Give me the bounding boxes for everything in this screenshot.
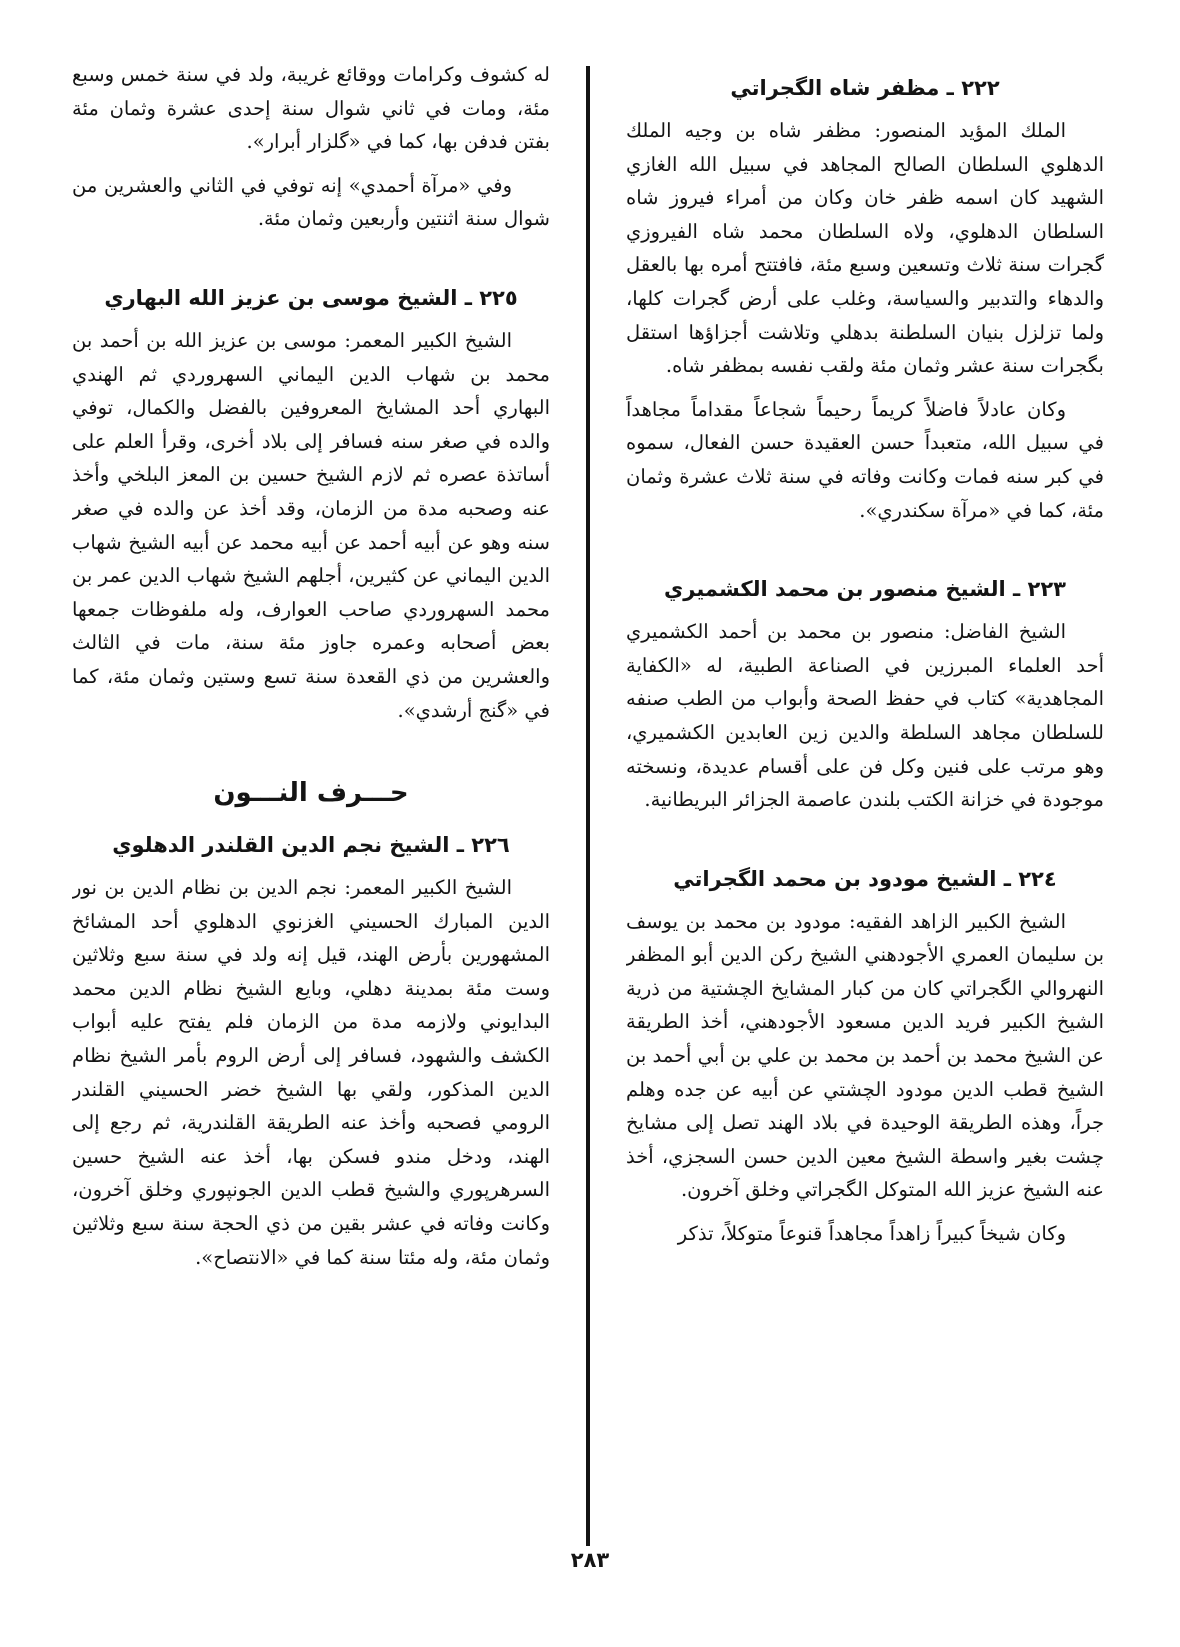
page-number: ٢٨٣	[570, 1548, 610, 1572]
entry-224-paragraph-1: الشيخ الكبير الزاهد الفقيه: مودود بن محمد بن يوسف بن سليمان العمري الأجودهني الشيخ ركن الدين أبو المظفر النهروالي الگجراتي كان من كبار المشايخ الچشتية من ذرية الشيخ الكبير فريد الدين مسعود الأجودهني، أخذ الطريقة عن الشيخ محمد بن أحمد بن محمد بن علي بن أبي أحمد بن الشيخ قطب الدين مودود الچشتي عن أبيه عن جده وهلم جراً، وهذه الطريقة الوحيدة في بلاد الهند تصل إلى مشايخ چشت بغير واسطة الشيخ معين الدين حسن السجزي، أخذ عنه الشيخ عزيز الله المتوكل الگجراتي وخلق آخرون.	[626, 909, 1104, 1202]
entry-222-paragraph-2: وكان عادلاً فاضلاً كريماً رحيماً شجاعاً مقداماً مجاهداً في سبيل الله، متعبداً حسن العقيدة حسن الفعال، سموه في كبر سنه فمات وكانت وفاته في سنة ثلاث عشرة وثمان مئة، كما في «مرآة سكندري».	[626, 397, 1104, 522]
entry-226-title: ٢٢٦ ـ الشيخ نجم الدين القلندر الدهلوي	[112, 833, 510, 858]
entry-222-paragraph-1: الملك المؤيد المنصور: مظفر شاه بن وجيه الملك الدهلوي السلطان الصالح المجاهد في سبيل الله الغازي الشهيد كان اسمه ظفر خان وكان من أمراء فيروز شاه السلطان الدهلوي، ولاه السلطان محمد شاه الفيروزي گجرات سنة ثلاث وتسعين وسبع مئة، فافتتح أمره بها بالعقل والدهاء والتدبير والسياسة، وغلب على أرض گجرات كلها، ولما تزلزل بنيان السلطنة بدهلي وتلاشت أجزاؤها استقل بگجرات سنة عشر وثمان مئة ولقب نفسه بمظفر شاه.	[626, 119, 1104, 378]
entry-225-title: ٢٢٥ ـ الشيخ موسى بن عزيز الله البهاري	[104, 285, 518, 310]
entry-225-paragraph-1: الشيخ الكبير المعمر: موسى بن عزيز الله بن أحمد بن محمد بن شهاب الدين اليماني السهروردي ثم الهندي البهاري أحد المشايخ المعروفين بالفضل والكمال، توفي والده في صغر سنه فسافر إلى بلاد أخرى، وقرأ العلم على أساتذة عصره ثم لازم الشيخ حسين بن المعز البلخي وأخذ عنه وصحبه مدة من الزمان، وقد أخذ عن والده في صغر سنه وهو عن أبيه أحمد عن أبيه محمد عن أبيه الشيخ شهاب الدين اليماني عن كثيرين، أجلهم الشيخ شهاب الدين عمر بن محمد السهروردي صاحب العوارف، وله ملفوظات جمعها بعض أصحابه وعمره جاوز مئة سنة، مات في الثالث والعشرين من ذي القعدة سنة تسع وستين وثمان مئة، كما في «گنج أرشدي».	[72, 328, 550, 722]
continuation-paragraph-2: وفي «مرآة أحمدي» إنه توفي في الثاني والعشرين من شوال سنة اثنتين وأربعين وثمان مئة.	[72, 173, 550, 231]
entry-226-paragraph-1: الشيخ الكبير المعمر: نجم الدين بن نظام الدين بن نور الدين المبارك الحسيني الغزنوي الدهلوي أحد المشائخ المشهورين بأرض الهند، قيل إنه ولد في سنة سبع وثلاثين وست مئة بمدينة دهلي، وبايع الشيخ نظام الدين محمد البدايوني ولازمه مدة من الزمان فلم يفتح عليه أبواب الكشف والشهود، فسافر إلى أرض الروم بأمر الشيخ نظام الدين المذكور، ولقي بها الشيخ خضر الحسيني القلندر الرومي فصحبه وأخذ عنه الطريقة القلندرية، ثم رجع إلى الهند، ودخل مندو فسكن بها، أخذ عنه الشيخ حسين السرهرپوري والشيخ قطب الدين الجونپوري وخلق آخرون، وكانت وفاته في عشر بقين من ذي الحجة سنة سبع وثلاثين وثمان مئة، وله مئتا سنة كما في «الانتصاح».	[72, 876, 550, 1269]
letter-section-heading: حـــرف النـــون	[213, 778, 409, 809]
entry-223-title: ٢٢٣ ـ الشيخ منصور بن محمد الكشميري	[664, 577, 1066, 602]
entry-224-paragraph-2: وكان شيخاً كبيراً زاهداً مجاهداً قنوعاً متوكلاً، تذكر	[677, 1222, 1066, 1246]
two-column-body	[72, 58, 1104, 1558]
continuation-paragraph-1: له كشوف وكرامات ووقائع غريبة، ولد في سنة خمس وسبع مئة، ومات في ثاني شوال سنة إحدى عشرة وثمان مئة بفتن فدفن بها، كما في «گلزار أبرار».	[72, 63, 550, 154]
entry-222-title: ٢٢٢ ـ مظفر شاه الگجراتي	[730, 76, 1000, 100]
entry-223-paragraph-1: الشيخ الفاضل: منصور بن محمد بن أحمد الكشميري أحد العلماء المبرزين في الصناعة الطبية، له «الكفاية المجاهدية» كتاب في حفظ الصحة وأبواب من الطب صنفه للسلطان مجاهد السلطة والدين زين العابدين الكشميري، وهو مرتب على فنين وكل فن على أقسام عديدة، ونسخته موجودة في خزانة الكتب بلندن عاصمة الجزائر البريطانية.	[626, 620, 1104, 812]
left-column	[72, 58, 550, 1558]
right-column	[626, 58, 1104, 1558]
entry-224-title: ٢٢٤ ـ الشيخ مودود بن محمد الگجراتي	[673, 866, 1057, 891]
column-divider	[586, 66, 590, 1546]
